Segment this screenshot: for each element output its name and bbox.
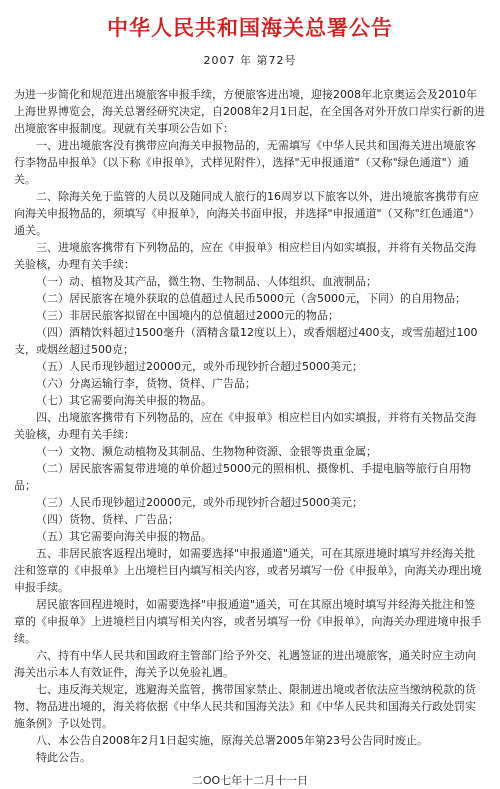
announcement-paragraph: 四、出境旅客携带有下列物品的，应在《申报单》相应栏目内如实填报，并将有关物品交海关验核，办理有关手续： xyxy=(14,411,476,441)
announcement-paragraph: 八、本公告自2008年2月1日起实施，原海关总署2005年第23号公告同时废止。 xyxy=(36,734,428,747)
announcement-paragraph: 三、进境旅客携带有下列物品的，应在《申报单》相应栏目内如实填报，并将有关物品交海关验核，办理有关手续： xyxy=(14,241,476,271)
announcement-paragraph: （六）分离运输行李，货物、货样、广告品； xyxy=(36,377,256,390)
announcement-paragraph: （一）文物、濒危动植物及其制品、生物物种资源、金银等贵重金属； xyxy=(36,445,377,458)
announcement-paragraph: （五）其它需要向海关申报的物品。 xyxy=(36,530,212,543)
announcement-paragraph: 二、除海关免于监管的人员以及随同成人旅行的16周岁以下旅客以外，进出境旅客携带有应向海关申报物品的，须填写《申报单》，向海关书面申报，并选择"申报通道"（又称"红色通道"）通关。 xyxy=(14,190,480,237)
document-number: 2007 年 第72号 xyxy=(203,54,297,67)
announcement-paragraph: 居民旅客回程进境时，如需要选择"申报通道"通关，可在其原出境时填写并经海关批注和签章的《申报单》上进境栏目内填写相关内容，或者另填写一份《申报单》，向海关办理进境申报手续。 xyxy=(14,598,482,645)
announcement-paragraph: 为进一步简化和规范进出境旅客申报手续，方便旅客进出境，迎接2008年北京奥运会及2010年上海世界博览会，海关总署经研究决定，自2008年2月1日起，在全国各对外开放口岸实行新的进出境旅客申报制度。现就有关事项公告如下： xyxy=(14,88,485,135)
announcement-paragraph: （四）酒精饮料超过1500毫升（酒精含量12度以上），或香烟超过400支，或雪茄超过100支，或烟丝超过500克； xyxy=(14,326,478,356)
announcement-paragraph: （三）非居民旅客拟留在中国境内的总值超过2000元的物品； xyxy=(36,309,339,322)
page-title: 中华人民共和国海关总署公告 xyxy=(107,16,393,40)
issue-date: 二OO七年十二月十一日 xyxy=(191,774,309,787)
announcement-paragraph: （二）居民旅客需复带进境的单价超过5000元的照相机、摄像机、手提电脑等旅行自用物品； xyxy=(14,462,471,492)
announcement-paragraph: （七）其它需要向海关申报的物品。 xyxy=(36,394,212,407)
announcement-paragraph: （一）动、植物及其产品，微生物、生物制品、人体组织、血液制品； xyxy=(36,275,377,288)
announcement-paragraph: 特此公告。 xyxy=(36,751,91,764)
announcement-body xyxy=(14,86,486,766)
announcement-paragraph: （五）人民币现钞超过20000元，或外币现钞折合超过5000美元； xyxy=(36,360,363,373)
announcement-paragraph: （三）人民币现钞超过20000元，或外币现钞折合超过5000美元； xyxy=(36,496,363,509)
announcement-paragraph: 五、非居民旅客返程出境时，如需要选择"申报通道"通关，可在其原进境时填写并经海关批注和签章的《申报单》上出境栏目内填写相关内容，或者另填写一份《申报单》，向海关办理出境申报手续。 xyxy=(14,547,482,594)
announcement-paragraph: 一、进出境旅客没有携带应向海关申报物品的，无需填写《中华人民共和国海关进出境旅客行李物品申报单》（以下称《申报单》，式样见附件），选择"无申报通道"（又称"绿色通道"）通关。 xyxy=(14,139,476,186)
announcement-paragraph: （二）居民旅客在境外获取的总值超过人民币5000元（含5000元，下同）的自用物品； xyxy=(36,292,466,305)
announcement-paragraph: （四）货物、货样、广告品； xyxy=(36,513,179,526)
announcement-paragraph: 七、违反海关规定，逃避海关监管，携带国家禁止、限制进出境或者依法应当缴纳税款的货物、物品进出境的，海关将依据《中华人民共和国海关法》和《中华人民共和国海关行政处罚实施条例》予以处罚。 xyxy=(14,683,476,730)
announcement-paragraph: 六、持有中华人民共和国政府主管部门给予外交、礼遇签证的进出境旅客，通关时应主动向海关出示本人有效证件，海关予以免验礼遇。 xyxy=(14,649,476,679)
